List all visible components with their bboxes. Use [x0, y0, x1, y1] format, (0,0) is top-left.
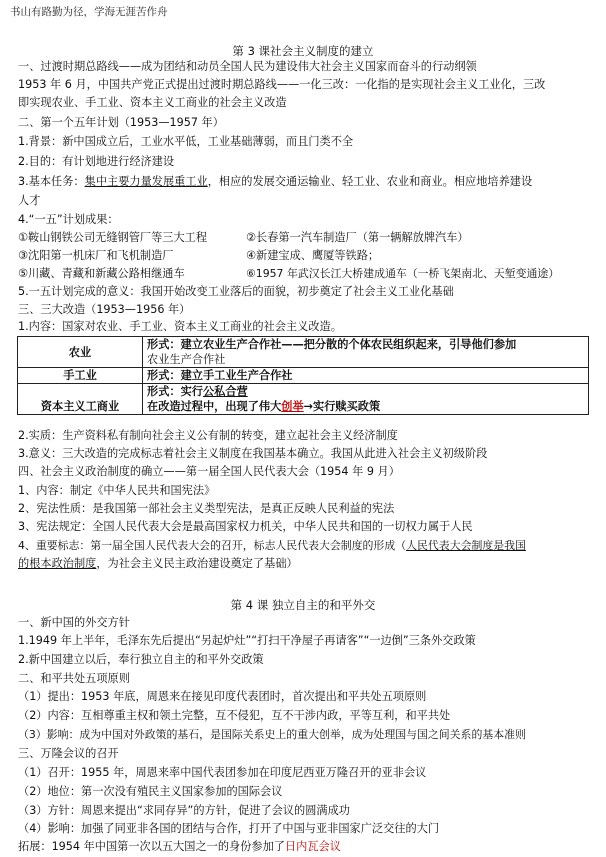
cap-process-text: 在改造过程中，出现了伟大 [147, 400, 282, 413]
table-row-handicraft [18, 368, 589, 384]
lesson3-s3-content: 1.内容：国家对农业、手工业、资本主义工商业的社会主义改造。 [18, 320, 342, 333]
lesson4-s3-p3: （3）方针：周恩来提出“求同存异”的方针，促进了会议的圆满成功 [18, 804, 350, 817]
lesson3-s2-task-cont: 人才 [18, 194, 41, 207]
lesson4-s3-p4: （4）影响：加强了同亚非各国的团结与合作，打开了中国与亚非国家广泛交往的大门 [18, 822, 440, 835]
result-item-6: ⑥1957 年武汉长江大桥建成通车（一桥飞架南北、天堑变通途） [246, 267, 560, 280]
row-key-handicraft: 手工业 [18, 368, 143, 384]
item4-text: 4、重要标志：第一届全国人民代表大会的召开，标志人民代表大会制度的形成（ [18, 539, 407, 552]
lesson3-s4-item1: 1、内容：制定《中华人民共和国宪法》 [18, 484, 216, 497]
lesson3-s2-goal: 2.目的：有计划地进行经济建设 [18, 155, 175, 168]
lesson4-s1-p2: 2.新中国建立以后，奉行独立自主的和平外交政策 [18, 653, 264, 666]
row-value-agriculture [143, 337, 589, 368]
lesson4-s1-p1: 1.1949 年上半年，毛泽东先后提出“另起炉灶”“打扫干净屋子再请客”“一边倒”三条外交政策 [18, 634, 476, 647]
row-value-handicraft: 形式：建立手工业生产合作社 [143, 368, 589, 384]
item4-key-a: 人民代表大会制度是我国 [406, 539, 526, 552]
lesson3-s2-significance: 5.一五计划完成的意义：我国开始改变工业落后的面貌，初步奠定了社会主义工业化基础 [18, 285, 454, 298]
lesson4-s2-p3: （3）影响：成为中国对外政策的基石，是国际关系史上的重大创举，成为处理国与国之间关系的基本准则 [18, 728, 526, 741]
lesson3-s3-heading: 三、三大改造（1953—1956 年） [18, 303, 191, 316]
lesson4-s3-heading: 三、万隆会议的召开 [18, 747, 119, 760]
row-value-capitalist [143, 384, 589, 415]
result-item-3: ③沈阳第一机床厂和飞机制造厂 [18, 249, 174, 262]
lesson3-s3-meaning: 3.意义：三大改造的完成标志着社会主义制度在我国基本确立。我国从此进入社会主义初级阶段 [18, 447, 488, 460]
lesson4-s3-p1: （1）召开：1955 年，周恩来率中国代表团参加在印度尼西亚万隆召开的亚非会议 [18, 766, 427, 779]
cap-form-label: 形式：实行 [147, 385, 203, 398]
cap-line-2 [147, 399, 584, 414]
lesson3-s2-heading: 二、第一个五年计划（1953—1957 年） [18, 116, 224, 129]
item4-key-b: 的根本政治制度 [18, 557, 97, 570]
result-item-2: ②长春第一汽车制造厂（第一辆解放牌汽车） [246, 231, 469, 244]
agri-line-1: 形式：建立农业生产合作社——把分散的个体农民组织起来，引导他们参加 [147, 338, 517, 351]
lesson3-s1-p2: 即实现农业、手工业、资本主义工商业的社会主义改造 [18, 96, 287, 109]
item4-text-end: ，为社会主义民主政治建设奠定了基础） [96, 557, 298, 570]
extension-key: 日内瓦会议 [284, 840, 341, 853]
table-row-agriculture [18, 337, 589, 368]
lesson4-s2-heading: 二、和平共处五项原则 [18, 672, 130, 685]
lesson3-s3-essence: 2.实质：生产资料私有制向社会主义公有制的转变，建立起社会主义经济制度 [18, 429, 398, 442]
lesson3-s2-background: 1.背景：新中国成立后，工业水平低，工业基础薄弱，而且门类不全 [18, 135, 354, 148]
lesson3-s1-heading: 一、过渡时期总路线——成为团结和动员全国人民为建设伟大社会主义国家而奋斗的行动纲领 [18, 60, 477, 73]
page-header-motto: 书山有路勤为径，学海无涯苦作舟 [10, 6, 168, 18]
lesson3-s4-item2: 2、宪法性质：是我国第一部社会主义类型宪法，是真正反映人民利益的宪法 [18, 502, 395, 515]
lesson3-s4-item4 [18, 539, 526, 553]
task-rest: ，相应的发展交通运输业、轻工业、农业和商业。相应地培养建设 [207, 175, 533, 188]
result-item-4: ④新建宝成、鹰厦等铁路； [246, 249, 380, 262]
table-row-capitalist [18, 384, 589, 415]
cap-form-key: 公私合营 [202, 385, 248, 398]
cap-line-1 [147, 384, 584, 399]
lesson4-s3-extension [18, 840, 341, 854]
task-label: 3.基本任务： [18, 175, 85, 188]
lesson3-s4-item3: 3、宪法规定：全国人民代表大会是最高国家权力机关，中华人民共和国的一切权力属于人民 [18, 520, 473, 533]
lesson4-s2-p1: （1）提出：1953 年底，周恩来在接见印度代表团时，首次提出和平共处五项原则 [18, 690, 427, 703]
task-key-phrase: 集中主要力量发展重工业 [84, 175, 208, 188]
lesson3-s1-p1: 1953 年 6 月，中国共产党正式提出过渡时期总路线——一化三改：一化指的是实现社会主义工业化，三改 [18, 78, 546, 91]
three-reforms-table [17, 336, 589, 415]
lesson4-s1-heading: 一、新中国的外交方针 [18, 616, 130, 629]
lesson4-s3-p2: （2）地位：第一次没有殖民主义国家参加的国际会议 [18, 785, 283, 798]
lesson3-s2-results-title: 4.“一五”计划成果： [18, 213, 119, 226]
cap-innovation-word: 创举 [281, 400, 304, 413]
lesson4-title: 第 4 课 独立自主的和平外交 [230, 598, 376, 612]
result-item-5: ⑤川藏、青藏和新藏公路相继通车 [18, 267, 185, 280]
lesson3-s4-heading: 四、社会主义政治制度的确立——第一届全国人民代表大会（1954 年 9 月） [18, 465, 400, 478]
lesson3-title: 第 3 课社会主义制度的建立 [232, 44, 374, 58]
lesson3-s2-task [18, 175, 532, 189]
cap-policy-text: →实行赎买政策 [303, 400, 381, 413]
result-item-1: ①鞍山钢铁公司无缝钢管厂等三大工程 [18, 231, 208, 244]
lesson4-s2-p2: （2）内容：互相尊重主权和领土完整，互不侵犯，互不干涉内政，平等互利，和平共处 [18, 709, 451, 722]
row-key-capitalist: 资本主义工商业 [18, 384, 143, 415]
row-key-agriculture: 农业 [18, 337, 143, 368]
lesson3-s4-item4-cont [18, 557, 298, 571]
extension-text: 拓展：1954 年中国第一次以五大国之一的身份参加了 [18, 840, 285, 853]
agri-line-2: 农业生产合作社 [147, 353, 226, 366]
